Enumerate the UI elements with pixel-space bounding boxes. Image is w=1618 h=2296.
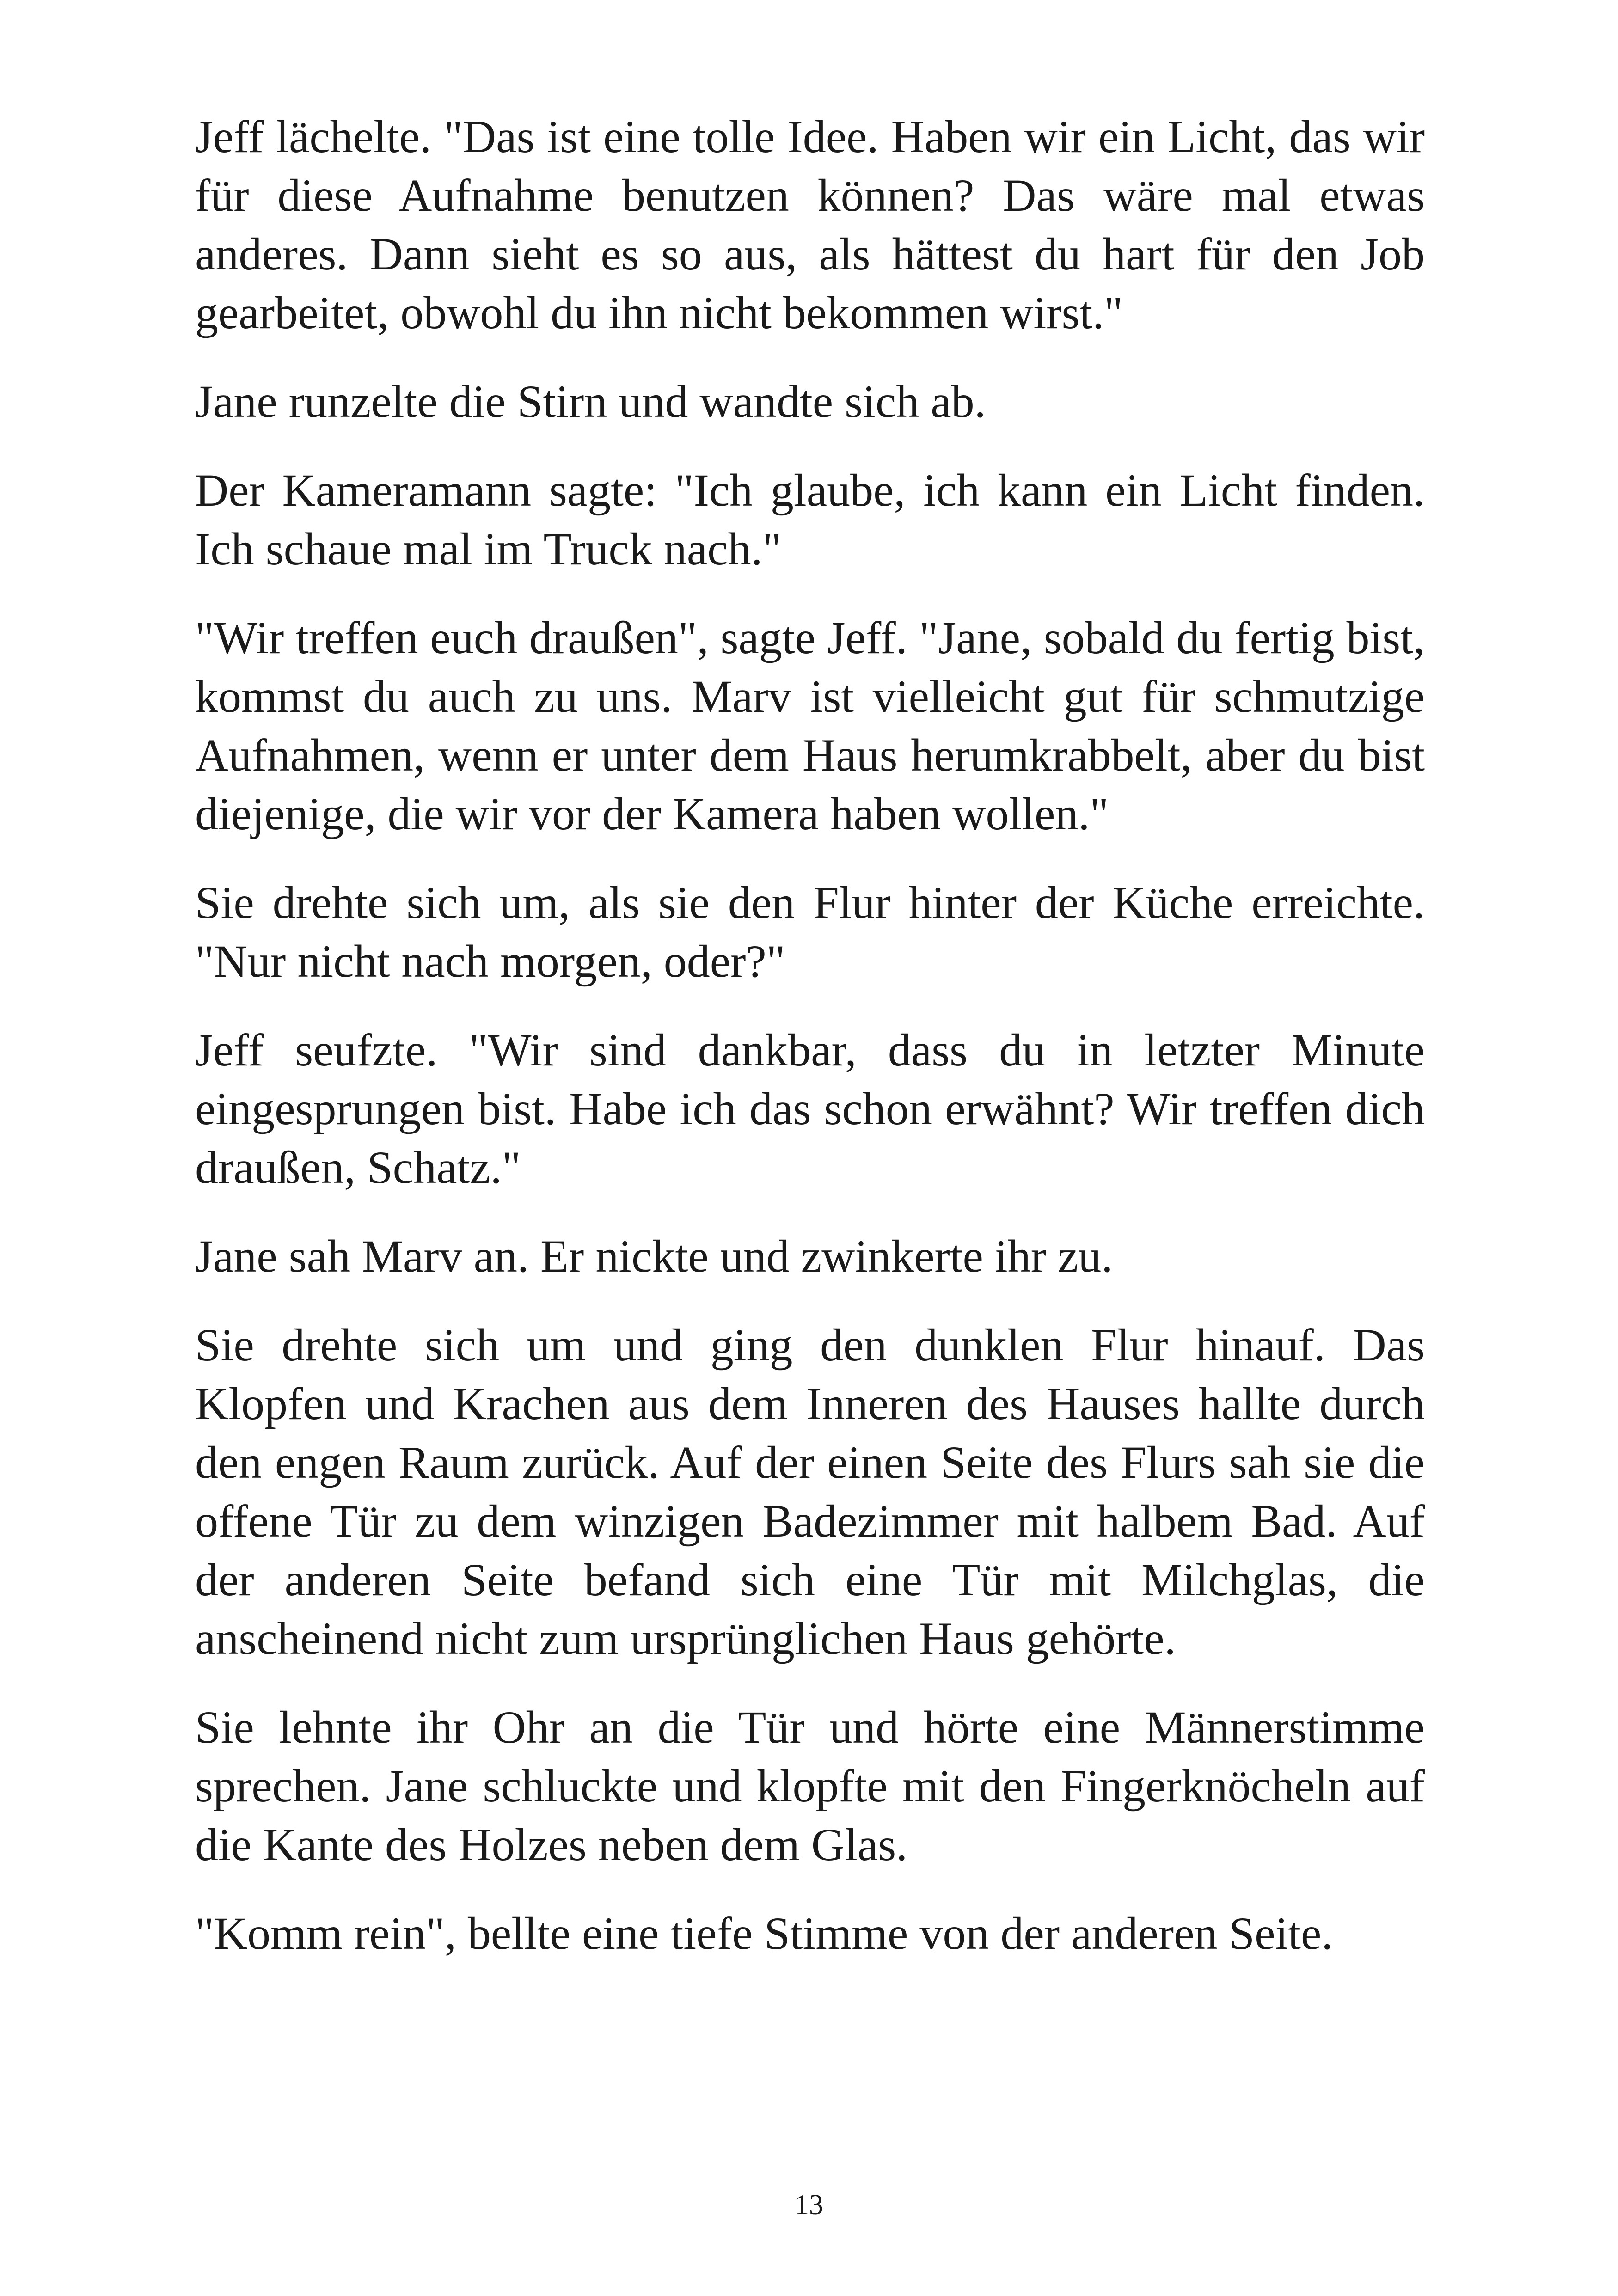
paragraph-8: Sie drehte sich um und ging den dunklen Flur hinauf. Das Klopfen und Krachen aus dem Inneren des Hauses hallte durch den engen Raum zurück. Auf der einen Seite des Flurs sah sie die offene Tür zu dem winzigen Badezimmer mit halbem Bad. Auf der anderen Seite befand sich eine Tür mit Milchglas, die anscheinend nicht zum ursprünglichen Haus gehörte. <box>195 1319 1425 1664</box>
paragraph-1: Jeff lächelte. "Das ist eine tolle Idee. Haben wir ein Licht, das wir für diese Aufnahme benutzen können? Das wäre mal etwas anderes. Dann sieht es so aus, als hättest du hart für den Job gearbeitet, obwohl du ihn nicht bekommen wirst." <box>195 111 1425 338</box>
paragraph-5: Sie drehte sich um, als sie den Flur hinter der Küche erreichte. "Nur nicht nach morgen, oder?" <box>195 877 1425 987</box>
page-number: 13 <box>795 2189 823 2221</box>
paragraph-4: "Wir treffen euch draußen", sagte Jeff. "Jane, sobald du fertig bist, kommst du auch zu uns. Marv ist vielleicht gut für schmutzige Aufnahmen, wenn er unter dem Haus herumkrabbelt, aber du bist diejenige, die wir vor der Kamera haben wollen." <box>195 612 1425 839</box>
paragraph-10: "Komm rein", bellte eine tiefe Stimme von der anderen Seite. <box>195 1908 1333 1959</box>
paragraph-9: Sie lehnte ihr Ohr an die Tür und hörte eine Männerstimme sprechen. Jane schluckte und klopfte mit den Fingerknöcheln auf die Kante des Holzes neben dem Glas. <box>195 1702 1425 1870</box>
paragraph-3: Der Kameramann sagte: "Ich glaube, ich kann ein Licht finden. Ich schaue mal im Truck nach." <box>195 465 1425 575</box>
body-text <box>195 107 1425 1993</box>
paragraph-6: Jeff seufzte. "Wir sind dankbar, dass du in letzter Minute eingesprungen bist. Habe ich das schon erwähnt? Wir treffen dich draußen, Schatz." <box>195 1024 1425 1193</box>
paragraph-2: Jane runzelte die Stirn und wandte sich ab. <box>195 376 986 427</box>
paragraph-7: Jane sah Marv an. Er nickte und zwinkerte ihr zu. <box>195 1231 1113 1282</box>
